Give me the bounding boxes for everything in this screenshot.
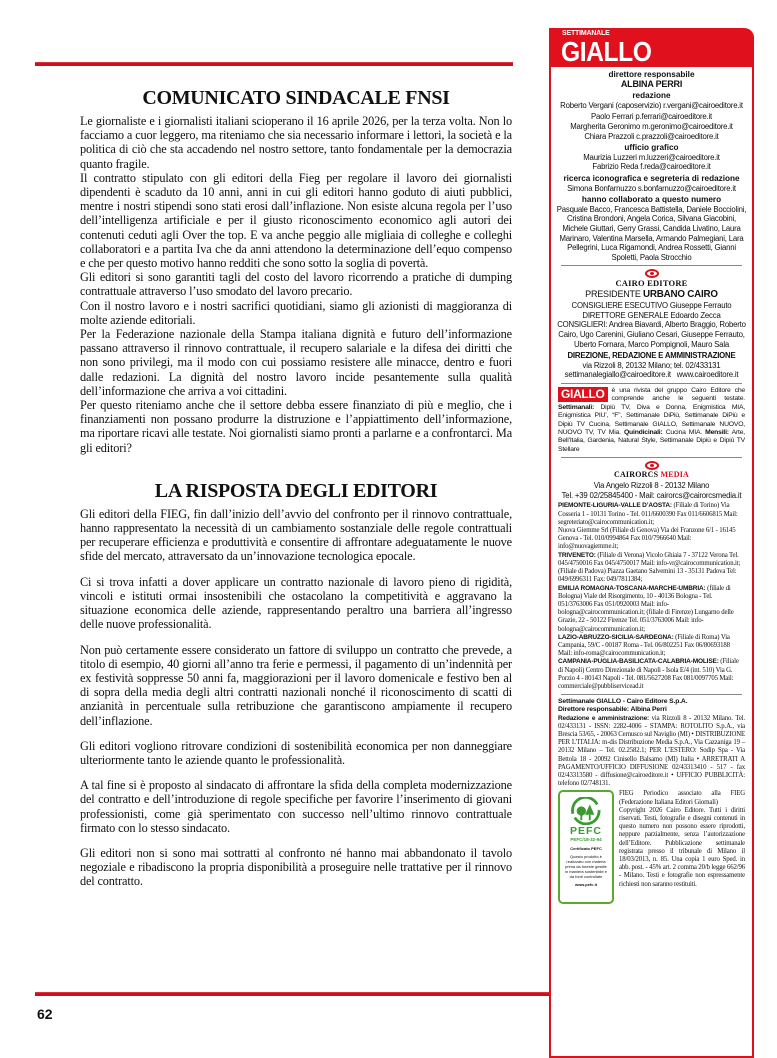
contributors-list: Pasquale Bacco, Francesca Battistella, Daniele Bocciolini, Cristina Brondoni, Angela Corica, Silvana Giacobini, Michele Giuttari, Gerry Grassi, Candida Livatino, Laura Marinaro, Valentina Marsella, Armando Palmegiani, Lara Pellegrini, Luca Rigamondi, Andrea Rossetti, Gianni Spoletti, Paola Strocchio: [556, 204, 747, 262]
paragraph: Gli editori non si sono mai sottratti al confronto né hanno mai abbandonato il tavolo negoziale e ribadiscono la propria disponibilità a proseguire nelle trattative per il rinnovo del contratto.: [80, 845, 512, 889]
branch-region: CAMPANIA-PUGLIA-BASILICATA-CALABRIA-MOLISE:: [558, 658, 719, 666]
graphics-label: ufficio grafico: [624, 143, 679, 153]
paragraph: Con il nostro lavoro e i nostri sacrifici quotidiani, siamo gli azionisti di maggioranza di molte aziende editoriali.: [80, 298, 512, 327]
branch-region: TRIVENETO:: [558, 551, 596, 559]
director-label: direttore responsabile: [608, 70, 695, 79]
eye-icon: [645, 269, 659, 278]
editorial-line: Chiara Prazzoli c.prazzoli@cairoeditore.it: [584, 131, 719, 141]
pefc-code: PEFC/18-32-94: [570, 837, 602, 843]
weekly-list: Dipiù TV, Diva e Donna, Enigmistica MIA, Enigmistica PIU’, “F”, Settimanale DiPiù, Settimanale DiPiù e Dipiù TV Cucina, Settimanale GIALLO, Settimanale NUOVO, NUOVO TV, TV Mia.: [558, 403, 745, 437]
hq-contacts: [553, 370, 750, 380]
editorial-line: Roberto Vergani (caposervizio) r.vergani@cairoeditore.it: [560, 100, 743, 110]
legal-continued: [619, 790, 745, 888]
masthead-staff: [553, 70, 750, 262]
divider: [561, 694, 742, 695]
fieg-note: FIEG Periodico associato alla FIEG (Federazione Italiana Editori Giornali): [619, 790, 745, 806]
legal-block: [553, 698, 750, 788]
gm-name: Edoardo Zecca: [670, 310, 721, 320]
divider: [561, 383, 742, 384]
branch-item: [558, 658, 745, 691]
editorial-line: Paolo Ferrari p.ferrari@cairoeditore.it: [590, 112, 712, 122]
divider: [561, 457, 742, 458]
pefc-wordmark: PEFC: [569, 825, 602, 838]
cairorcs-contact: Tel. +39 02/25845400 - Mail: cairorcs@cairorcsmedia.it: [561, 490, 742, 500]
paragraph: Le giornaliste e i giornalisti italiani scioperano il 16 aprile 2026, per la terza volta. Non lo facciamo a cuor leggero, ma riteniamo che sia necessario informare i lettori, la società e la politica di ciò che sta accadendo nel nostro settore, tanto fondamentale per la democrazia quanto fragile.: [80, 114, 512, 171]
gm-line: [553, 311, 750, 321]
hq-email-link[interactable]: settimanalegiallo@cairoeditore.it: [564, 370, 671, 380]
branch-item: [558, 585, 745, 634]
graphics-line: Maurizia Luzzeri m.luzzeri@cairoeditore.it: [583, 152, 720, 162]
cairorcs-block: [553, 461, 750, 500]
legal-director: Direttore responsabile: Albina Perri: [558, 706, 667, 714]
main-column: [80, 86, 512, 986]
copyright-note: Copyright 2026 Cairo Editore. Tutti i diritti riservati. Testi, fotografie e disegni contenuti in questo numero non possono essere riprodotti, neppure parzialmente, senza l’autorizzazione dell’Editore. Pubblicazione settimanale registrata presso il tribunale di Milano il 18/03/2013, n. 85. Una copia 1 euro Sped. in abb. post. - 45% art. 2 comma 20/b legge 662/96 - Milano. Testi e fotografie non espressamente richiesti non saranno restituiti.: [619, 806, 745, 888]
masthead-column: [553, 70, 750, 1035]
paragraph: Il contratto stipulato con gli editori della Fieg per regolare il lavoro dei giornalisti dipendenti è scaduto da 10 anni, anni in cui gli editori hanno goduto di aiuti pubblici, mentre i nostri stipendi sono stati erosi dall’inflazione. Non esiste alcuna regola per l’uso dell’intelligenza artificiale e per il giusto riconoscimento economico agli autori dei contenuti ceduti agli Over the top. E va anche peggio alle migliaia di colleghe e colleghi collaboratori e a partita Iva che da anni attendono la determinazione dell’equo compenso e che per questo motivo hanno redditi che sono sotto la soglia di povertà.: [80, 170, 512, 271]
cairo-editore-logo: [553, 269, 750, 288]
top-rule: [35, 62, 513, 66]
pefc-cert: Certificato PEFC: [570, 846, 602, 852]
branch-item: [558, 527, 745, 552]
branch-region: EMILIA ROMAGNA-TOSCANA-MARCHE-UMBRIA:: [558, 584, 706, 592]
branch-item: [558, 502, 745, 527]
contributors-label: hanno collaborato a questo numero: [581, 195, 722, 205]
board-names: Andrea Biavardi, Alberto Braggio, Roberto Cairo, Ugo Carenini, Giuliano Cesari, Giuseppe Ferrauto, Uberto Fornara, Marco Pompignoli, Mauro Sala: [558, 320, 746, 349]
hq-address: via Rizzoli 8, 20132 Milano; tel. 02/433131: [582, 360, 721, 370]
editorial-line: Margherita Geronimo m.geronimo@cairoeditore.it: [570, 121, 733, 131]
editorial-label: redazione: [632, 91, 671, 101]
board-label: CONSIGLIERI:: [557, 320, 608, 330]
president-name: URBANO CAIRO: [642, 289, 718, 301]
hq-label: DIREZIONE, REDAZIONE E AMMINISTRAZIONE: [567, 351, 736, 361]
president-label: PRESIDENTE: [585, 289, 641, 300]
branch-item: [558, 552, 745, 585]
masthead-kicker: SETTIMANALE: [562, 30, 610, 37]
board-line: [553, 320, 750, 349]
exec-line: [553, 301, 750, 311]
monthly-list: Arte, Bell’Italia, Gardenia, Natural Style, Settimanale Dipiù e Dipiù TV Stellare: [558, 429, 745, 453]
branch-text: (Filiale di Napoli) Centro Direzionale di Napoli - Isola E/4 (int. 510) Via G. Porzio 4 - 80143 Napoli - Tel. 081/5627208 Fax 081/0097705 Mail: commerciale@pubbliservicead.it: [558, 658, 739, 690]
legal-publisher: Settimanale GIALLO - Cairo Editore S.p.A.: [558, 698, 688, 706]
branch-item: [558, 634, 745, 659]
director-name: ALBINA PERRI: [620, 78, 683, 89]
research-line: Simona Bonfarnuzzo s.bonfarnuzzo@cairoeditore.it: [567, 183, 736, 193]
legal-bottom-row: [553, 790, 750, 904]
giallo-mini-logo: GIALLO: [558, 387, 608, 402]
paragraph: Ci si trova infatti a dover applicare un contratto nazionale di lavoro pieno di rigidità, vincoli e istituti ormai insostenibili che ostacolano la competitività e aggravano la situazione economica delle aziende, rappresentando peraltro una barriera all’ingresso delle nuove professionalità.: [80, 574, 512, 632]
paragraph: Per questo riteniamo anche che il settore debba essere finanziato di più e meglio, che i finanziamenti non possano produrre la distruzione e l’appiattimento dell’informazione, ma riportare ricavi alle testate. Noi giornalisti siamo pronti a parlarne e a confrontarci. Ma gli editori?: [80, 398, 512, 455]
cairo-editore-wordmark: CAIRO EDITORE: [615, 278, 688, 289]
pefc-desc: Questo prodotto è realizzato con materia prima da foreste gestite in maniera sostenibile e da fonti controllate: [564, 854, 608, 880]
divider: [561, 265, 742, 266]
paragraph: Per la Federazione nazionale della Stampa italiana dignità e futuro dell’informazione passano attraverso il rinnovo contrattuale, il recupero salariale e la difesa dei diritti che non sono privilegi, ma il modo con cui possiamo resistere alle minacce, dentro e fuori dalle redazioni. La dignità del nostro lavoro incide pesantemente sulla qualità dell’informazione che arriva a voi cittadini.: [80, 327, 512, 398]
monthly-label: Mensili:: [705, 429, 729, 437]
branch-text: (Filiale di Roma) Via Campania, 59/C - 00187 Roma - Tel. 06/802251 Fax 06/80693188 Mail: info-roma@cairocommunication.it;: [558, 633, 730, 658]
branch-region: LAZIO-ABRUZZO-SICILIA-SARDEGNA:: [558, 633, 674, 641]
branch-text: (filiale di Bologna) Viale del Risorgimento, 10 - 40136 Bologna - Tel. 051/3763006 Fax 051/0920003 Mail: info-bologna@cairocommunication.it; (filiale di Firenze) Lungarno delle Grazie, 22 - 50122 Firenze Tel. 051/3763006 Mail: info-bologna@cairocommunication.it;: [558, 584, 734, 633]
president-line: [553, 289, 750, 300]
pefc-certification: [558, 790, 614, 904]
cairo-editore-block: [553, 269, 750, 380]
article-2-body: [80, 507, 512, 889]
exec-name: Giuseppe Ferrauto: [669, 301, 732, 311]
giallo-logo: GIALLO: [561, 36, 652, 67]
group-intro: è una rivista del gruppo Cairo Editore che comprende anche le seguenti testate.: [611, 387, 745, 403]
pefc-site: www.pefc.it: [574, 882, 598, 888]
branch-text: (Filiale di Torino) Via Cosseria 1 - 10131 Torino - Tel. 011/6600390 Fax 011/6606815 Mail: segreteriato@cairocommunication.it;: [558, 502, 738, 526]
masthead-header: [549, 28, 754, 67]
article-2-title: LA RISPOSTA DEGLI EDITORI: [154, 479, 438, 502]
paragraph: Gli editori vogliono ritrovare condizioni di sostenibilità economica per non danneggiare ulteriormente tanto le aziende quanto le professionalità.: [80, 738, 512, 767]
branches-list: [553, 502, 750, 691]
page-number: 62: [37, 1006, 53, 1022]
bottom-rule: [35, 992, 549, 996]
weekly-label: Settimanali:: [558, 403, 595, 411]
legal-text: [558, 715, 745, 789]
branch-region: PIEMONTE-LIGURIA-VALLE D’AOSTA:: [558, 502, 672, 510]
branch-text: (Filiale di Verona) Vicolo Ghiaia 7 - 37122 Verona Tel. 045/4750016 Fax 045/4750017 Mail: info-vr@cairocommunication.it; (Filiale di Padova) Piazza Gaetano Salvemini 13 - 35131 Padova Tel: 049/6996311 Fax: 049/7811384;: [558, 551, 741, 584]
biweekly-label: Quindicinali:: [623, 429, 663, 437]
cairorcs-logo: [553, 461, 750, 480]
paragraph: Gli editori della FIEG, fin dall’inizio dell’avvio del confronto per il rinnovo contrattuale, hanno rappresentato la necessità di un cambiamento sostanziale delle regole contrattuali per recuperare efficienza e produttività e consentire di affrontare adeguatamente le nuove sfide del mercato, attraversato da un’innovazione tecnologica epocale.: [80, 506, 512, 564]
hq-web-link[interactable]: www.cairoeditore.it: [676, 370, 739, 380]
article-1-body: [80, 114, 512, 455]
research-label: ricerca iconografica e segreteria di redazione: [563, 173, 740, 183]
cairorcs-address: Via Angelo Rizzoli 8 - 20132 Milano: [593, 481, 710, 491]
gm-label: DIRETTORE GENERALE: [582, 310, 669, 320]
branch-text: Nuova Giemme Srl (Filiale di Genova) Via dei Franzone 6/1 - 16145 Genova - Tel. 010/0994864 Fax 010/7966640 Mail: info@nuovagiemme.it;: [558, 527, 736, 551]
pefc-tree-icon: [569, 797, 603, 825]
paragraph: A tal fine si è proposto al sindacato di affrontare la sfida della completa modernizzazione del contratto e dell’introduzione di regole specifiche per favorire l’inserimento di giovani professionisti, come già sperimentato con successo nell’ultimo rinnovo contrattuale firmato con lo stesso sindacato.: [80, 778, 512, 835]
biweekly-list: Cucina MIA.: [665, 429, 702, 437]
exec-label: CONSIGLIERE ESECUTIVO: [571, 301, 668, 311]
article-1-title: COMUNICATO SINDACALE FNSI: [142, 87, 450, 109]
legal-text-label: Redazione e amministrazione:: [558, 714, 650, 722]
cairorcs-wordmark: CAIRORCS MEDIA: [613, 470, 690, 480]
group-publications: [553, 387, 750, 454]
legal-text-body: via Rizzoli 8 - 20132 Milano. Tel. 02/433131 - ISSN: 2282-4006 - STAMPA: ROTOLITO S.p.A., via Brescia 53/65, - 20063 Cernusco sul Naviglio (MI) • DISTRIBUZIONE PER L’ITALIA: m-dis Distribuzione Media S.p.A., Via Cazzaniga 19 – 20132 Milano – Tel. 02.2582.1; PER L’ESTERO: Sodip Spa - Via Bettola 18 - 20092 Cinisello Balsamo (MI) Italia • ARRETRATI A PAGAMENTO/UFFICIO DIFFUSIONE 02/43313410 - 517 - fax 02/43313580 - diffusione@cairoeditore.it • UFFICIO PUBBLICITÀ: telefono 02/748131.: [558, 714, 745, 788]
paragraph: Gli editori si sono garantiti tagli del costo del lavoro ricorrendo a pratiche di dumping contrattuale attraverso l’uso smodato del lavoro precario.: [80, 270, 512, 299]
paragraph: Non può certamente essere considerato un fattore di sviluppo un contratto che prevede, a titolo di esempio, 40 giorni all’anno tra ferie e permessi, il pagamento di un’indennità per ex festività soppresse 50 anni fa, maggiorazioni per il lavoro domenicale e festivo ben al di sopra della media degli altri contratti nazionali nonché il riconoscimento di scatti di anzianità in percentuale sulla retribuzione che garantiscono ampiamente il recupero dell’inflazione.: [80, 642, 512, 728]
graphics-line: Fabrizio Reda f.reda@cairoeditore.it: [592, 162, 711, 172]
eye-icon: [645, 461, 659, 470]
